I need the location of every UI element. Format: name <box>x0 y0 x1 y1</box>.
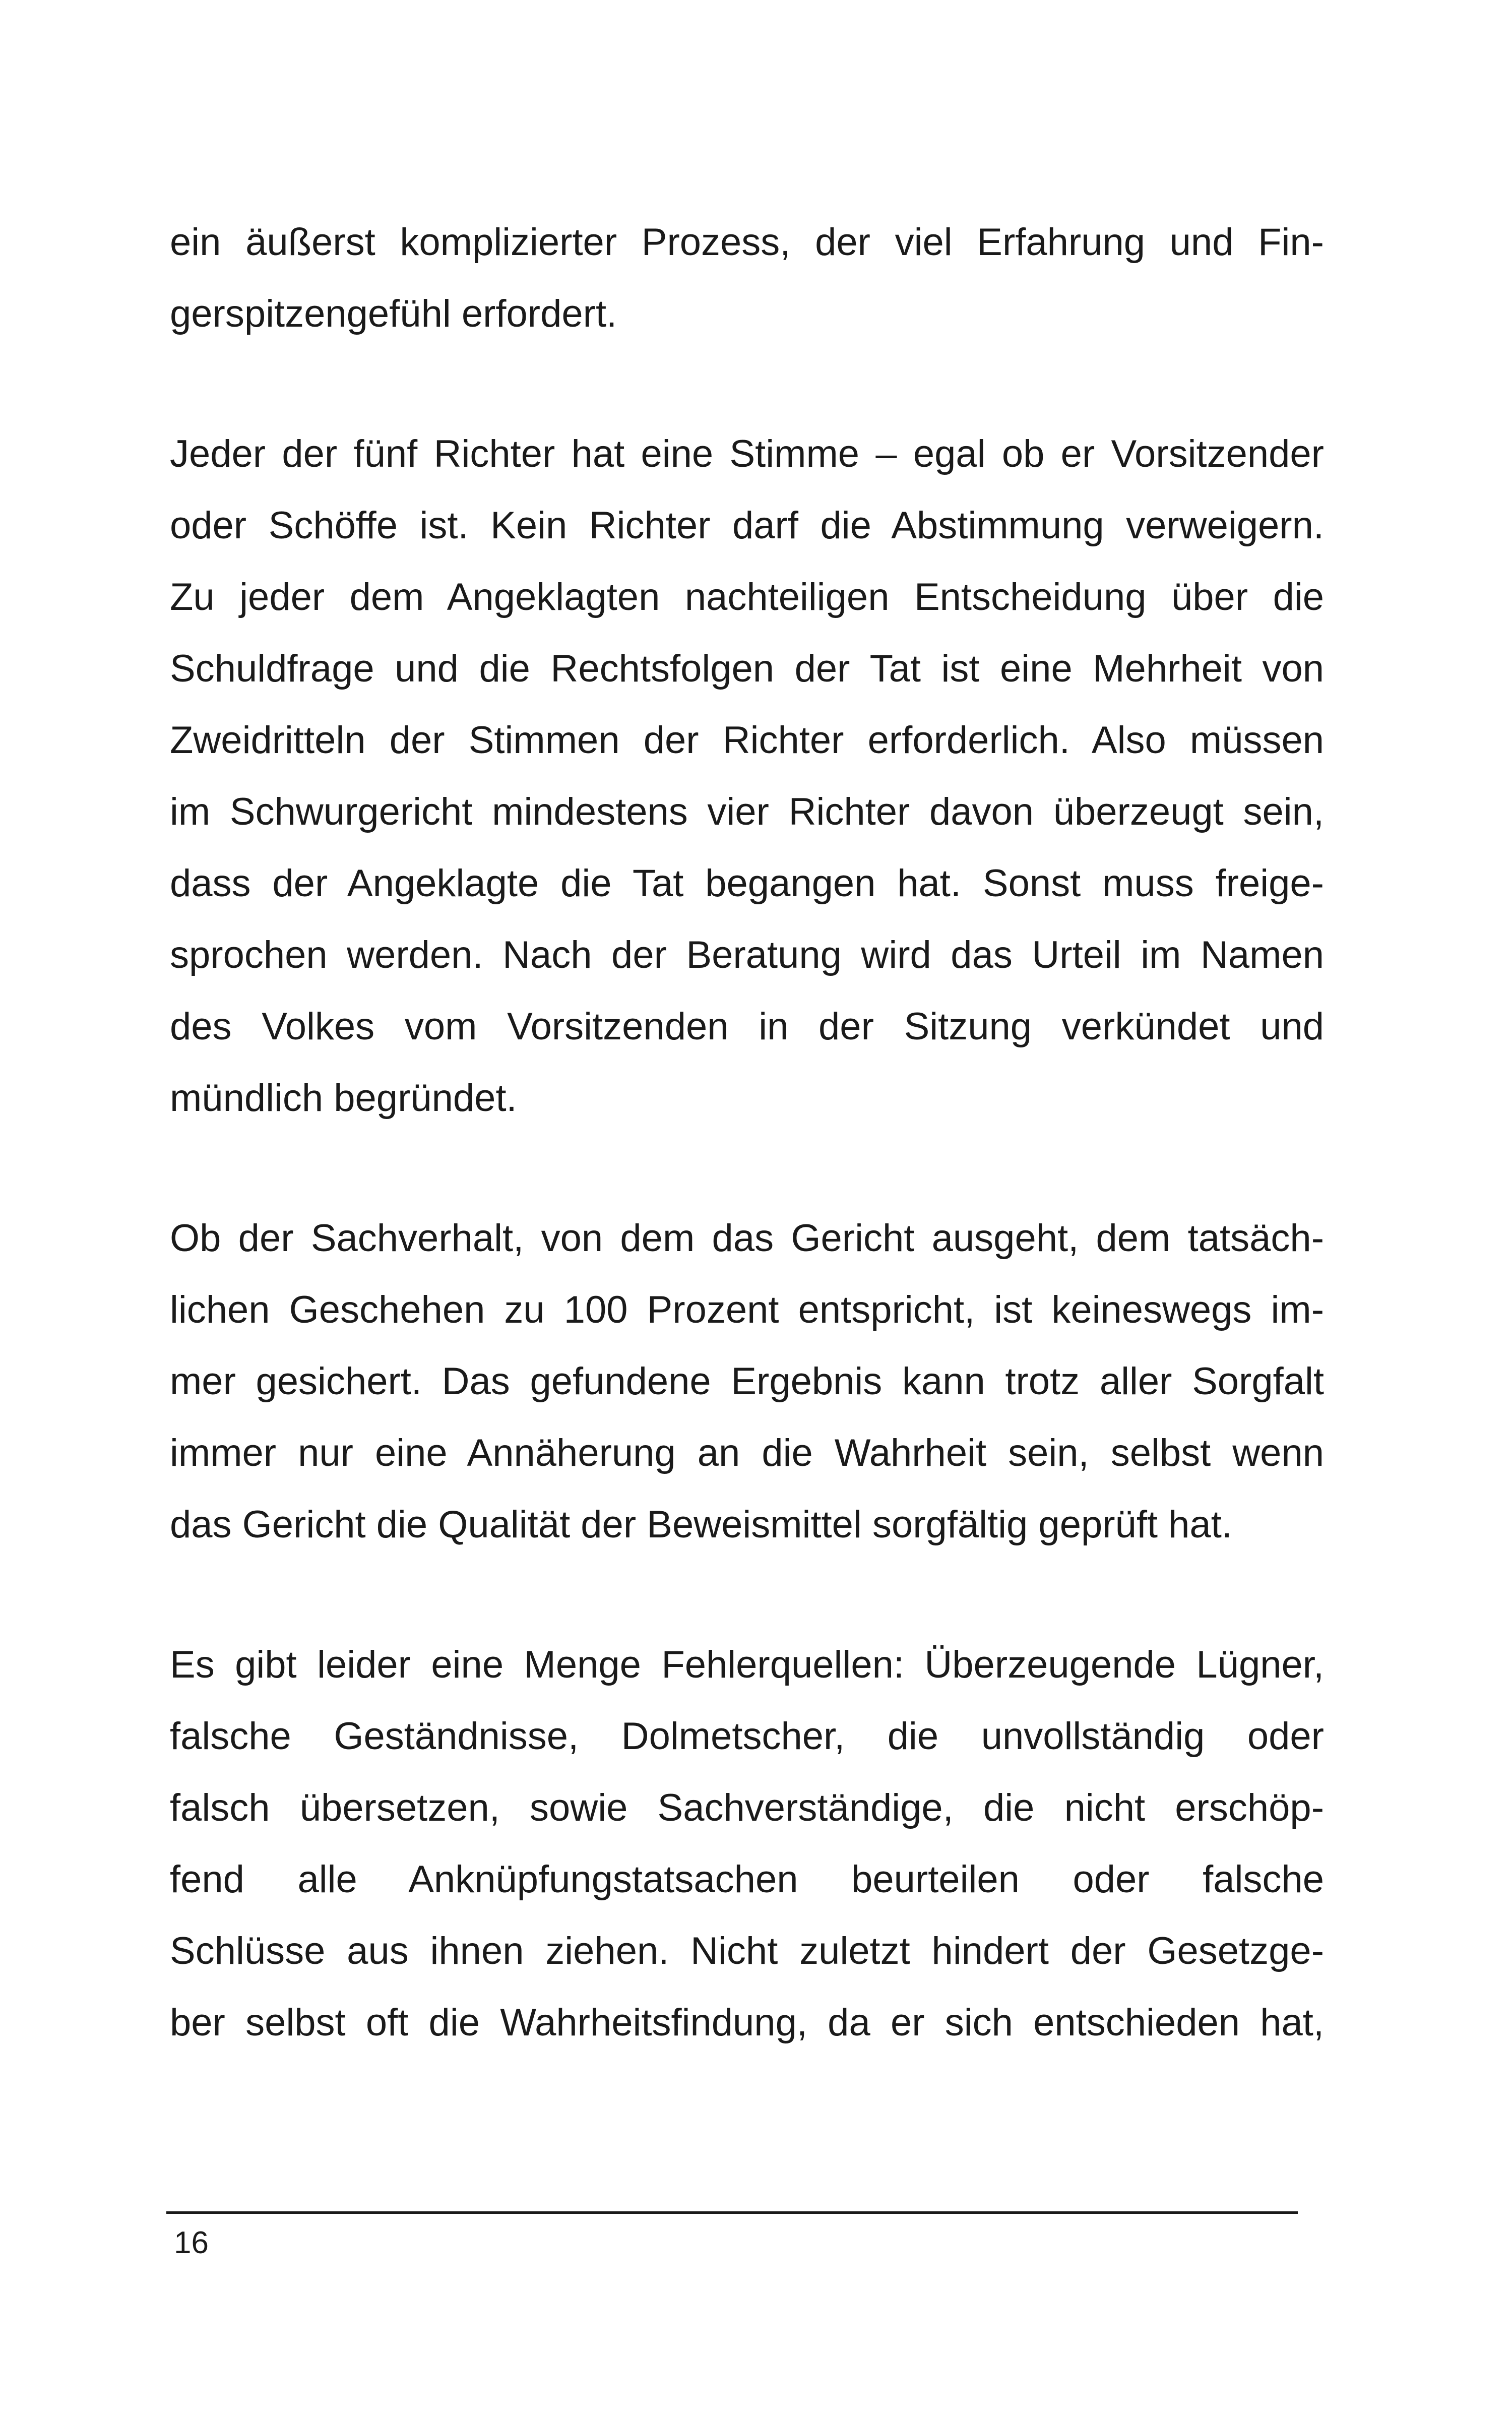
paragraph-1 <box>170 207 1324 350</box>
text-line: das Gericht die Qualität der Beweismittel sorgfältig geprüft hat. <box>170 1503 1232 1546</box>
text-line: oder Schöffe ist. Kein Richter darf die Abstimmung verweigern. <box>170 504 1324 547</box>
footer-rule <box>166 2211 1298 2214</box>
paragraph-3 <box>170 1203 1324 1561</box>
text-line: Jeder der fünf Richter hat eine Stimme – egal ob er Vorsitzender <box>170 432 1324 475</box>
text-line: mündlich begründet. <box>170 1077 517 1120</box>
text-line: Zu jeder dem Angeklagten nachteiligen Entscheidung über die <box>170 576 1324 618</box>
text-line: des Volkes vom Vorsitzenden in der Sitzung verkündet und <box>170 1005 1324 1048</box>
text-line: lichen Geschehen zu 100 Prozent entspricht, ist keineswegs im- <box>170 1288 1324 1331</box>
text-line: fend alle Anknüpfungstatsachen beurteilen oder falsche <box>170 1858 1324 1901</box>
text-line: mer gesichert. Das gefundene Ergebnis kann trotz aller Sorgfalt <box>170 1360 1324 1403</box>
text-line: sprochen werden. Nach der Beratung wird das Urteil im Namen <box>170 934 1324 976</box>
text-line: immer nur eine Annäherung an die Wahrheit sein, selbst wenn <box>170 1432 1324 1474</box>
body-text <box>170 207 1324 2059</box>
text-line: dass der Angeklagte die Tat begangen hat. Sonst muss freige- <box>170 862 1324 905</box>
text-line: ein äußerst komplizierter Prozess, der viel Erfahrung und Fin- <box>170 221 1324 264</box>
paragraph-gap <box>170 1561 1324 1629</box>
paragraph-2 <box>170 418 1324 1134</box>
paragraph-gap <box>170 1134 1324 1203</box>
text-line: im Schwurgericht mindestens vier Richter davon überzeugt sein, <box>170 790 1324 833</box>
paragraph-gap <box>170 350 1324 418</box>
text-line: Es gibt leider eine Menge Fehlerquellen: Überzeugende Lügner, <box>170 1643 1324 1686</box>
text-line: ber selbst oft die Wahrheitsfindung, da er sich entschieden hat, <box>170 2001 1324 2044</box>
paragraph-4 <box>170 1629 1324 2059</box>
page-number: 16 <box>174 2225 209 2260</box>
text-line: Schlüsse aus ihnen ziehen. Nicht zuletzt hindert der Gesetzge- <box>170 1930 1324 1972</box>
text-line: Zweidritteln der Stimmen der Richter erforderlich. Also müssen <box>170 719 1324 762</box>
text-line: falsch übersetzen, sowie Sachverständige, die nicht erschöp- <box>170 1786 1324 1829</box>
text-line: Schuldfrage und die Rechtsfolgen der Tat ist eine Mehrheit von <box>170 647 1324 690</box>
text-line: gerspitzengefühl erfordert. <box>170 292 617 335</box>
text-line: Ob der Sachverhalt, von dem das Gericht ausgeht, dem tatsäch- <box>170 1217 1324 1260</box>
text-line: falsche Geständnisse, Dolmetscher, die unvollständig oder <box>170 1715 1324 1758</box>
